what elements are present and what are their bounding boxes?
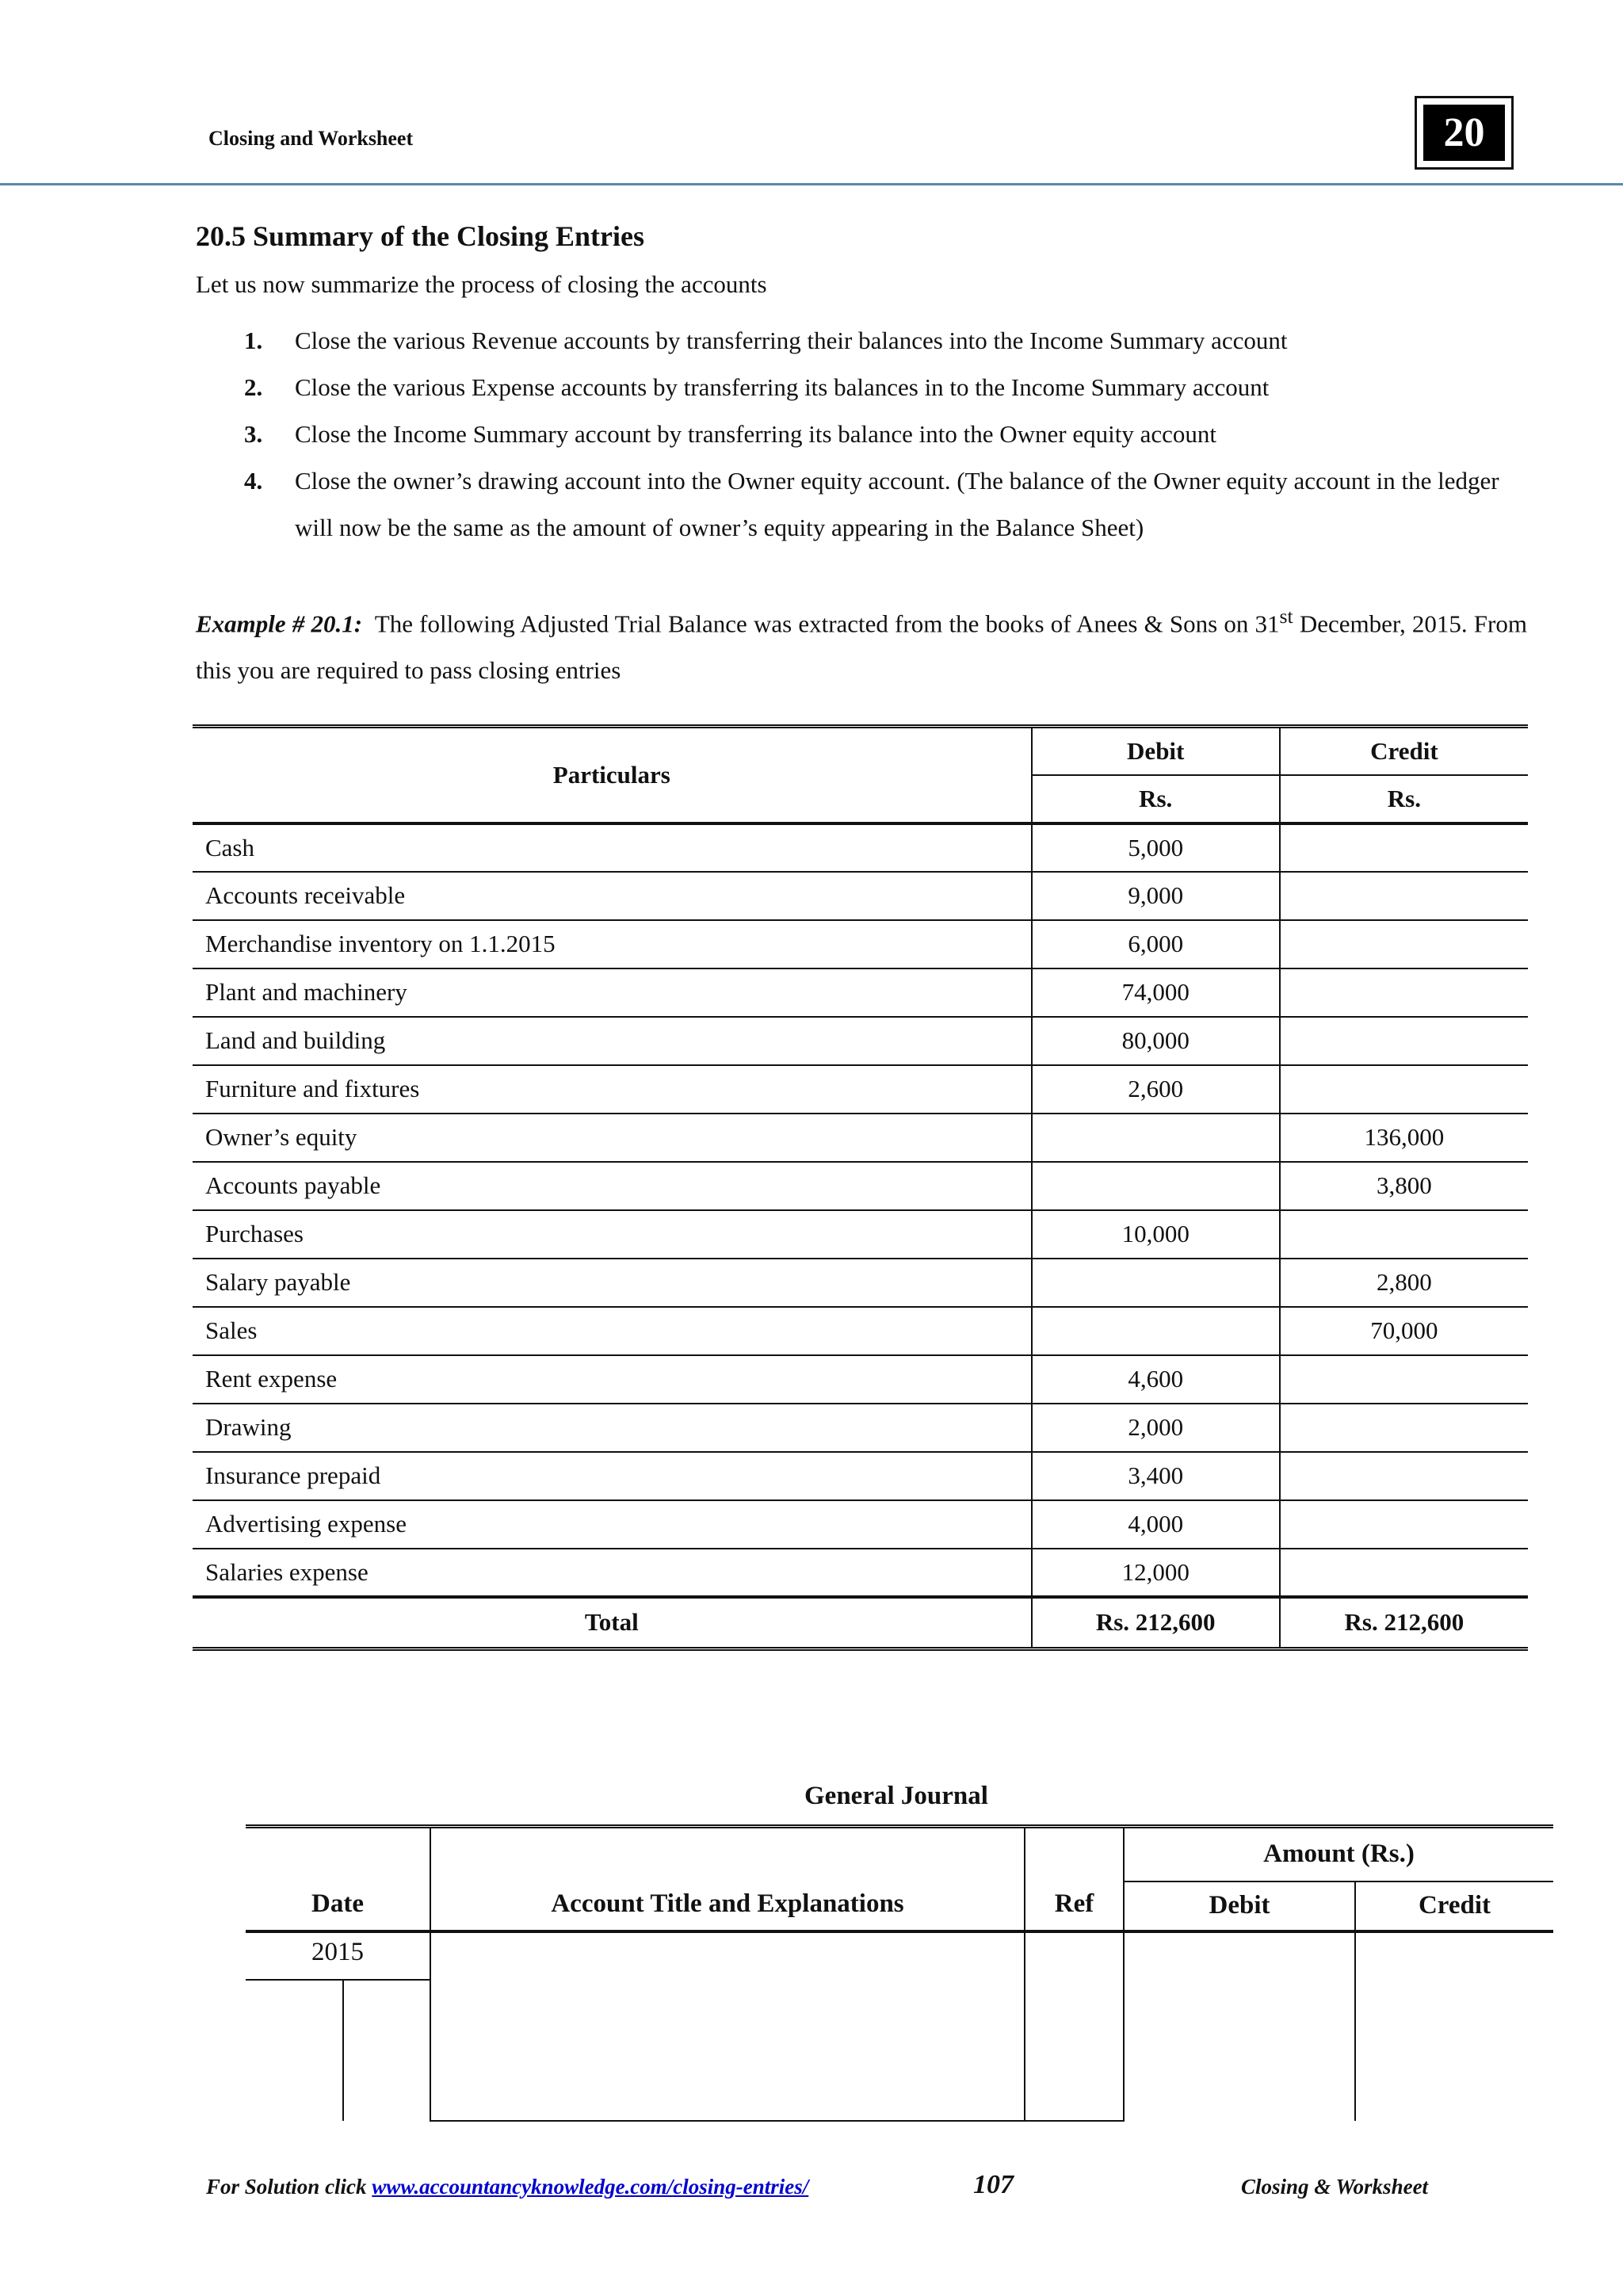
journal-credit-cell bbox=[1355, 1931, 1553, 2121]
account-name: Purchases bbox=[193, 1210, 1032, 1259]
credit-amount: 2,800 bbox=[1280, 1259, 1528, 1307]
total-label: Total bbox=[193, 1597, 1032, 1649]
section-title: 20.5 Summary of the Closing Entries bbox=[196, 220, 644, 252]
general-journal-table bbox=[246, 1824, 1553, 2122]
trial-balance-row bbox=[193, 1307, 1528, 1355]
col-debit-header: Debit bbox=[1032, 727, 1280, 775]
account-name: Land and building bbox=[193, 1017, 1032, 1065]
debit-amount: 12,000 bbox=[1032, 1549, 1280, 1597]
trial-balance-row bbox=[193, 1259, 1528, 1307]
debit-amount bbox=[1032, 1162, 1280, 1210]
step-text: Close the Income Summary account by transferring its balance into the Owner equity account bbox=[295, 420, 1216, 448]
trial-balance-row bbox=[193, 1065, 1528, 1114]
credit-amount bbox=[1280, 1452, 1528, 1500]
chapter-number-box bbox=[1415, 96, 1514, 170]
trial-balance-rows bbox=[193, 823, 1528, 1597]
debit-amount: 6,000 bbox=[1032, 920, 1280, 968]
col-particulars-header: Particulars bbox=[193, 727, 1032, 823]
journal-debit-cell bbox=[1124, 1931, 1355, 2121]
account-name: Accounts receivable bbox=[193, 872, 1032, 920]
credit-amount bbox=[1280, 1210, 1528, 1259]
trial-balance-row bbox=[193, 1404, 1528, 1452]
col-amount-header: Amount (Rs.) bbox=[1124, 1827, 1553, 1881]
account-name: Advertising expense bbox=[193, 1500, 1032, 1549]
account-name: Sales bbox=[193, 1307, 1032, 1355]
trial-balance-row bbox=[193, 1114, 1528, 1162]
trial-balance-row bbox=[193, 920, 1528, 968]
trial-balance-row bbox=[193, 1162, 1528, 1210]
journal-year: 2015 bbox=[246, 1931, 430, 1980]
step-number: 1. bbox=[244, 327, 263, 354]
header-divider bbox=[0, 183, 1623, 185]
account-name: Drawing bbox=[193, 1404, 1032, 1452]
example-paragraph bbox=[196, 593, 1527, 693]
solution-link[interactable]: www.accountancyknowledge.com/closing-entries/ bbox=[372, 2175, 809, 2199]
col-account-header: Account Title and Explanations bbox=[430, 1827, 1025, 1931]
closing-step bbox=[244, 457, 1528, 551]
debit-amount: 2,000 bbox=[1032, 1404, 1280, 1452]
footer-prefix: For Solution click bbox=[206, 2175, 372, 2199]
footer-right-title: Closing & Worksheet bbox=[1241, 2175, 1429, 2199]
trial-balance-table bbox=[193, 724, 1528, 1651]
account-name: Cash bbox=[193, 823, 1032, 872]
example-text-continued: December, 2015. From this you are required to pass closing entries bbox=[196, 609, 1527, 685]
step-text: Close the owner’s drawing account into the Owner equity account. (The balance of the Owner equity account in the ledger will now be the same as the amount of owner’s equity appearing in the Balance Sheet) bbox=[295, 467, 1499, 541]
trial-balance-row bbox=[193, 1500, 1528, 1549]
credit-amount bbox=[1280, 1404, 1528, 1452]
credit-amount bbox=[1280, 1549, 1528, 1597]
closing-step bbox=[244, 317, 1528, 364]
credit-amount bbox=[1280, 968, 1528, 1017]
credit-amount bbox=[1280, 823, 1528, 872]
debit-amount bbox=[1032, 1114, 1280, 1162]
journal-month-cell bbox=[246, 1980, 343, 2121]
debit-amount: 9,000 bbox=[1032, 872, 1280, 920]
page-number: 107 bbox=[973, 2170, 1014, 2199]
col-debit-header: Debit bbox=[1124, 1881, 1355, 1931]
credit-amount bbox=[1280, 1355, 1528, 1404]
debit-amount bbox=[1032, 1259, 1280, 1307]
closing-step bbox=[244, 411, 1528, 457]
credit-amount: 136,000 bbox=[1280, 1114, 1528, 1162]
col-credit-currency: Rs. bbox=[1280, 775, 1528, 823]
step-text: Close the various Revenue accounts by transferring their balances into the Income Summary account bbox=[295, 327, 1288, 354]
debit-amount: 80,000 bbox=[1032, 1017, 1280, 1065]
account-name: Salary payable bbox=[193, 1259, 1032, 1307]
journal-ref-cell bbox=[1025, 1931, 1124, 2121]
debit-amount: 2,600 bbox=[1032, 1065, 1280, 1114]
trial-balance-row bbox=[193, 1210, 1528, 1259]
step-number: 4. bbox=[244, 467, 263, 495]
account-name: Plant and machinery bbox=[193, 968, 1032, 1017]
account-name: Insurance prepaid bbox=[193, 1452, 1032, 1500]
total-debit: Rs. 212,600 bbox=[1032, 1597, 1280, 1649]
debit-amount: 4,000 bbox=[1032, 1500, 1280, 1549]
trial-balance-row bbox=[193, 872, 1528, 920]
step-number: 2. bbox=[244, 373, 263, 401]
account-name: Owner’s equity bbox=[193, 1114, 1032, 1162]
journal-day-cell bbox=[343, 1980, 430, 2121]
trial-balance-row bbox=[193, 1549, 1528, 1597]
col-credit-header: Credit bbox=[1355, 1881, 1553, 1931]
credit-amount: 3,800 bbox=[1280, 1162, 1528, 1210]
journal-account-cell bbox=[430, 1931, 1025, 2121]
account-name: Accounts payable bbox=[193, 1162, 1032, 1210]
col-ref-header: Ref bbox=[1025, 1827, 1124, 1931]
credit-amount bbox=[1280, 1017, 1528, 1065]
debit-amount: 4,600 bbox=[1032, 1355, 1280, 1404]
debit-amount: 10,000 bbox=[1032, 1210, 1280, 1259]
credit-amount: 70,000 bbox=[1280, 1307, 1528, 1355]
example-superscript: st bbox=[1279, 605, 1293, 628]
closing-steps-list bbox=[244, 317, 1528, 551]
debit-amount: 74,000 bbox=[1032, 968, 1280, 1017]
debit-amount bbox=[1032, 1307, 1280, 1355]
trial-balance-row bbox=[193, 823, 1528, 872]
account-name: Merchandise inventory on 1.1.2015 bbox=[193, 920, 1032, 968]
trial-balance-row bbox=[193, 968, 1528, 1017]
credit-amount bbox=[1280, 1500, 1528, 1549]
running-header-title: Closing and Worksheet bbox=[208, 127, 414, 150]
step-number: 3. bbox=[244, 420, 263, 448]
account-name: Salaries expense bbox=[193, 1549, 1032, 1597]
credit-amount bbox=[1280, 872, 1528, 920]
account-name: Rent expense bbox=[193, 1355, 1032, 1404]
footer-solution-note bbox=[206, 2175, 808, 2199]
col-credit-header: Credit bbox=[1280, 727, 1528, 775]
journal-title: General Journal bbox=[804, 1782, 988, 1810]
debit-amount: 5,000 bbox=[1032, 823, 1280, 872]
step-text: Close the various Expense accounts by transferring its balances in to the Income Summary account bbox=[295, 373, 1270, 401]
credit-amount bbox=[1280, 1065, 1528, 1114]
section-intro: Let us now summarize the process of closing the accounts bbox=[196, 270, 767, 298]
trial-balance-total-row bbox=[193, 1597, 1528, 1649]
trial-balance-row bbox=[193, 1452, 1528, 1500]
total-credit: Rs. 212,600 bbox=[1280, 1597, 1528, 1649]
trial-balance-row bbox=[193, 1355, 1528, 1404]
col-debit-currency: Rs. bbox=[1032, 775, 1280, 823]
col-date-header: Date bbox=[246, 1827, 430, 1931]
closing-step bbox=[244, 364, 1528, 411]
chapter-number: 20 bbox=[1423, 105, 1505, 161]
example-label: Example # 20.1: bbox=[196, 609, 363, 638]
debit-amount: 3,400 bbox=[1032, 1452, 1280, 1500]
trial-balance-row bbox=[193, 1017, 1528, 1065]
account-name: Furniture and fixtures bbox=[193, 1065, 1032, 1114]
credit-amount bbox=[1280, 920, 1528, 968]
example-text: The following Adjusted Trial Balance was extracted from the books of Anees & Sons on 31 bbox=[374, 609, 1280, 638]
